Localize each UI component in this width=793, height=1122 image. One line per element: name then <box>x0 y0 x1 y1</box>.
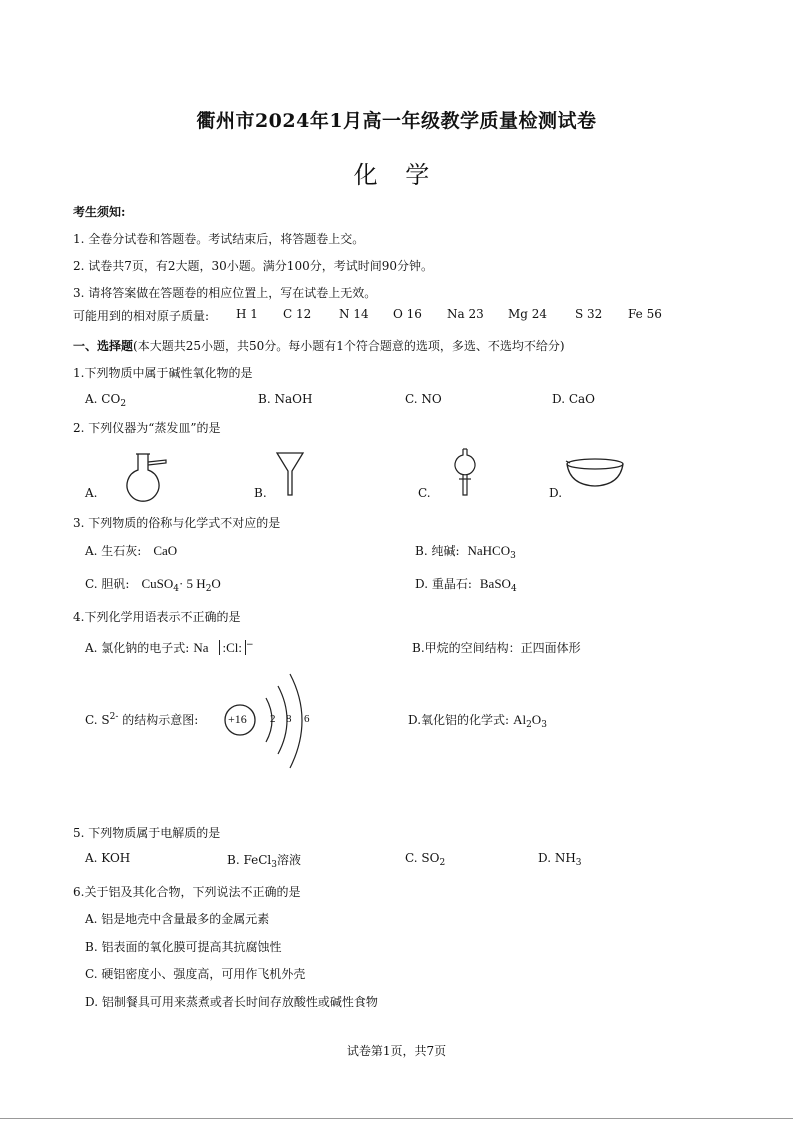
question-stem: 4.下列化学用语表示不正确的是 <box>73 610 241 624</box>
option-a: A. 生石灰: CaO <box>85 543 178 558</box>
option-d: D. 重晶石: BaSO$_4$ <box>415 576 517 594</box>
option-d: D. 铝制餐具可用来蒸煮或者长时间存放酸性或碱性食物 <box>85 995 378 1009</box>
atomic-mass: S 32 <box>575 307 603 321</box>
option-c: C. <box>418 486 431 500</box>
option-b: B. <box>254 486 267 500</box>
separatory-funnel-icon <box>450 447 480 499</box>
option-c: C. NO <box>405 392 442 406</box>
nucleus-charge: +16 <box>228 712 247 726</box>
option-d: D. $NH_3$ <box>538 851 582 868</box>
option-a: A. $CO_2$ <box>85 392 127 409</box>
option-a: A. KOH <box>85 851 131 865</box>
notice-item: 3. 请将答案做在答题卷的相应位置上，写在试卷上无效。 <box>73 286 377 300</box>
option-b: B. FeCl$_3$溶液 <box>227 853 301 870</box>
page-number: 试卷第1页，共7页 <box>346 1044 447 1058</box>
option-c: C. 胆矾: CuSO$_4$· 5 $H_2O$ <box>85 576 221 594</box>
atomic-mass: C 12 <box>283 307 312 321</box>
atomic-mass: Fe 56 <box>628 307 662 321</box>
atomic-mass: Na 23 <box>447 307 484 321</box>
section-description: (本大题共25小题，共50分。每小题有1个符合题意的选项，多选、不选均不给分) <box>133 339 565 353</box>
option-d: D. <box>549 486 563 500</box>
atomic-mass: Mg 24 <box>508 307 548 321</box>
option-b: B. 纯碱: NaHCO$_3$ <box>415 543 516 561</box>
subject-title: 化 学 <box>353 161 440 189</box>
shell-electrons: 8 <box>286 713 292 725</box>
atomic-mass-label: 可能用到的相对原子质量: <box>73 309 210 323</box>
page-bottom-border <box>0 1118 793 1119</box>
electron-dot-chlorine: :Cl: <box>219 640 247 655</box>
option-b: B.甲烷的空间结构：正四面体形 <box>412 641 581 655</box>
notice-heading: 考生须知: <box>73 205 126 219</box>
question-stem: 3. 下列物质的俗称与化学式不对应的是 <box>73 516 281 530</box>
notice-item: 1. 全卷分试卷和答题卷。考试结束后，将答题卷上交。 <box>73 232 365 246</box>
option-a: A. <box>85 486 98 500</box>
exam-title: 衢州市2024年1月高一年级教学质量检测试卷 <box>196 110 597 132</box>
atomic-mass: N 14 <box>339 307 369 321</box>
option-b: B. NaOH <box>258 392 313 406</box>
option-c: C. 硬铝密度小、强度高，可用作飞机外壳 <box>85 967 306 981</box>
question-stem: 2. 下列仪器为“蒸发皿”的是 <box>73 421 221 435</box>
section-title: 一、选择题 <box>73 339 134 353</box>
section-heading <box>73 337 565 354</box>
shell-electrons: 6 <box>304 713 310 725</box>
distillation-flask-icon <box>120 450 180 502</box>
question-stem: 6.关于铝及其化合物，下列说法不正确的是 <box>73 885 301 899</box>
evaporating-dish-icon <box>564 457 626 489</box>
question-stem: 5. 下列物质属于电解质的是 <box>73 826 221 840</box>
option-c: C. $S^{2-}$ 的结构示意图: <box>85 712 199 727</box>
option-d: D.氧化铝的化学式: $Al_2O_3$ <box>408 712 547 730</box>
option-a: A. 铝是地壳中含量最多的金属元素 <box>85 912 270 926</box>
notice-item: 2. 试卷共7页，有2大题，30小题。满分100分，考试时间90分钟。 <box>73 259 433 273</box>
question-stem: 1.下列物质中属于碱性氧化物的是 <box>73 366 253 380</box>
option-d: D. CaO <box>552 392 595 406</box>
atomic-mass: O 16 <box>393 307 422 321</box>
funnel-icon <box>275 451 305 497</box>
atomic-mass: H 1 <box>236 307 258 321</box>
shell-electrons: 2 <box>270 713 276 725</box>
option-b: B. 铝表面的氧化膜可提高其抗腐蚀性 <box>85 940 282 954</box>
option-a: A. 氯化钠的电子式: Na :Cl: − <box>85 640 254 655</box>
option-c: C. $SO_2$ <box>405 851 446 868</box>
